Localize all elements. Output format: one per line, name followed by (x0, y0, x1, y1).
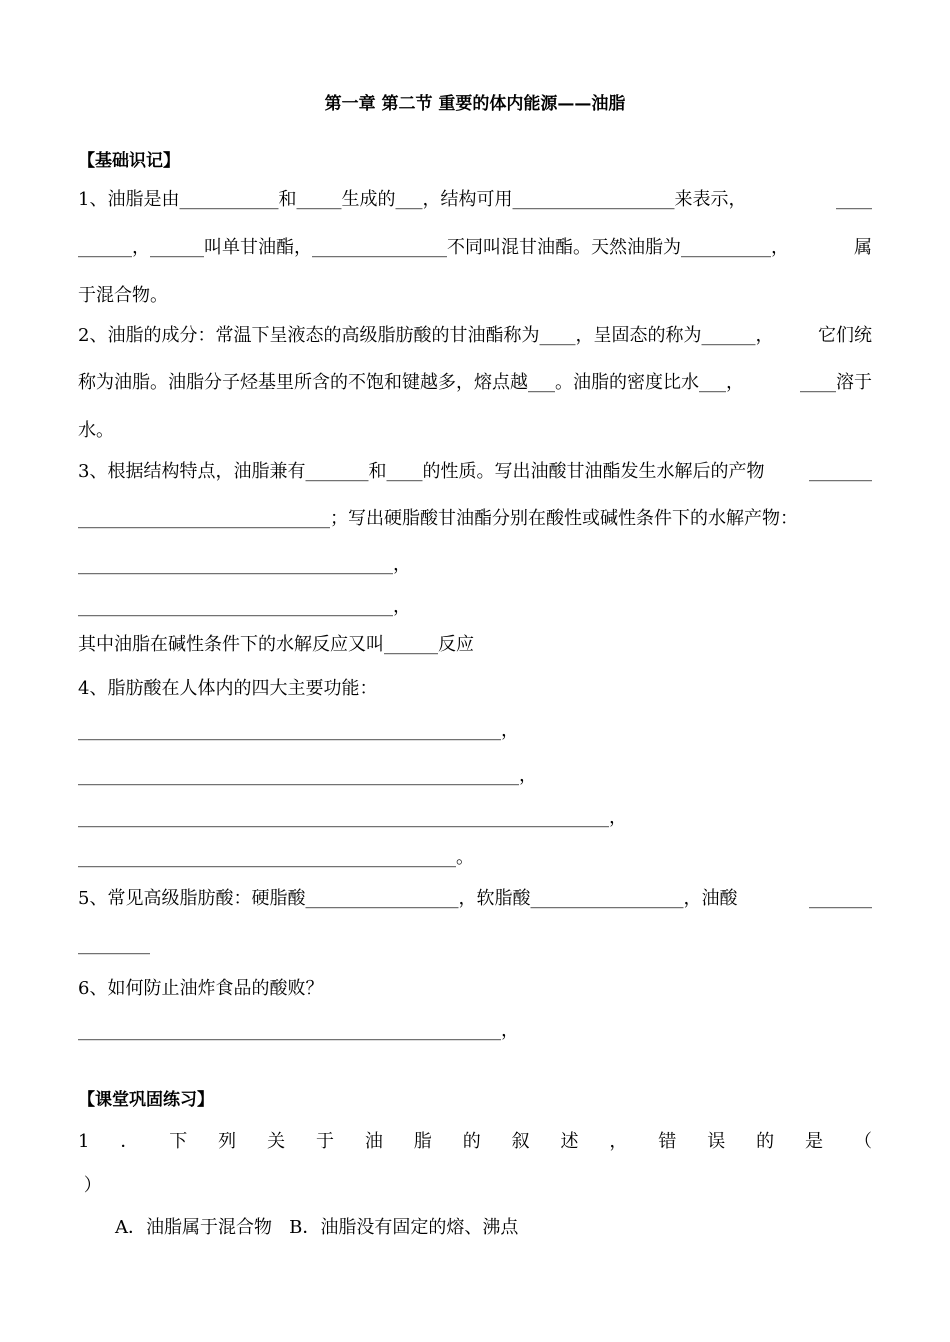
q3-line-1-end: _______ (809, 461, 872, 482)
q4-line-4: __________________________________________。 (78, 847, 474, 868)
q3-line-1-text: 3、根据结构特点，油脂兼有_______和____的性质。写出油酸甘油酯发生水解后的产物 (78, 461, 765, 482)
q5-line-1 (78, 887, 872, 911)
q2-line-1-end: 它们统 (818, 325, 872, 346)
q4-line-1: _______________________________________________， (78, 720, 519, 741)
ex1-char: 于 (315, 1131, 334, 1152)
q2-line-1 (78, 324, 872, 348)
q1-line-1 (78, 188, 872, 212)
ex1-char: 下 (169, 1131, 188, 1152)
ex1-char: 错 (658, 1131, 677, 1152)
ex1-char: ． (120, 1131, 139, 1152)
q4-heading: 4、脂肪酸在人体内的四大主要功能： (78, 678, 378, 699)
ex1-char: 误 (707, 1131, 726, 1152)
q3-line-1 (78, 460, 872, 484)
exercise-1-bracket-close: ） (78, 1175, 102, 1196)
q3-line-3: ___________________________________， (78, 554, 411, 575)
ex1-char: 的 (756, 1131, 775, 1152)
ex1-char: 是 (805, 1131, 824, 1152)
q3-line-4: ___________________________________， (78, 596, 411, 617)
q1-line-1-end: ____ (836, 189, 872, 210)
section-heading-practice: 【课堂巩固练习】 (78, 1090, 214, 1110)
q2-line-2-text: 称为油脂。油脂分子烃基里所含的不饱和键越多，熔点越___。油脂的密度比水___， (78, 372, 744, 393)
q1-line-2-text: ______，______叫单甘油酯，_______________不同叫混甘油酯。天然油脂为__________， (78, 237, 789, 258)
ex1-char: 的 (462, 1131, 481, 1152)
q1-line-2 (78, 236, 872, 260)
q2-line-3: 水。 (78, 420, 114, 441)
q5-line-2: ________ (78, 934, 150, 955)
exercise-1-options: A．油脂属于混合物 B．油脂没有固定的熔、沸点 (115, 1217, 519, 1238)
q6-heading: 6、如何防止油炸食品的酸败？ (78, 978, 324, 999)
q5-line-1-text: 5、常见高级脂肪酸：硬脂酸_________________，软脂酸_________________，油酸 (78, 888, 738, 909)
section-heading-basic: 【基础识记】 (78, 151, 180, 171)
ex1-char: 脂 (413, 1131, 432, 1152)
ex1-char: 关 (267, 1131, 286, 1152)
q3-line-5: 其中油脂在碱性条件下的水解反应又叫______反应 (78, 634, 474, 655)
ex1-char: ， (609, 1131, 628, 1152)
page-title: 第一章 第二节 重要的体内能源——油脂 (324, 94, 626, 114)
ex1-char: 1 (78, 1131, 90, 1152)
exercise-1-stem (78, 1130, 872, 1154)
ex1-char: 油 (364, 1131, 383, 1152)
q2-line-2 (78, 371, 872, 395)
ex1-char: （ (853, 1131, 872, 1152)
q4-line-2: _________________________________________________， (78, 765, 537, 786)
ex1-char: 列 (218, 1131, 237, 1152)
q2-line-1-text: 2、油脂的成分：常温下呈液态的高级脂肪酸的甘油酯称为____，呈固态的称为______， (78, 325, 774, 346)
q1-line-1-text: 1、油脂是由___________和_____生成的___，结构可用__________________来表示， (78, 189, 747, 210)
q4-line-3: ___________________________________________________________， (78, 807, 627, 828)
q5-line-1-end: _______ (809, 888, 872, 909)
q6-line-1: _______________________________________________， (78, 1020, 519, 1041)
q1-line-2-end: 属 (854, 237, 872, 258)
ex1-char: 述 (560, 1131, 579, 1152)
ex1-char: 叙 (511, 1131, 530, 1152)
q2-line-2-end: ____溶于 (800, 372, 872, 393)
q3-line-2: ____________________________；写出硬脂酸甘油酯分别在酸性或碱性条件下的水解产物： (78, 508, 798, 529)
q1-line-3: 于混合物。 (78, 285, 168, 306)
